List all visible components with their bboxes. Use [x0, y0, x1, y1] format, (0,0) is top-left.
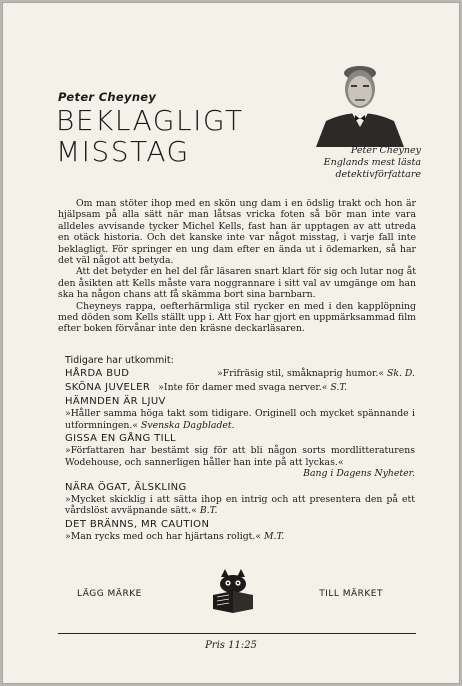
- back-cover: [3, 3, 459, 683]
- publisher-footer: [63, 569, 403, 619]
- book-entry: [65, 518, 415, 543]
- previous-books-list: [65, 367, 415, 543]
- title-line-2: MISSTAG: [56, 135, 190, 168]
- caption-line-2: Englands mest lästa: [323, 157, 421, 168]
- slogan-left: LÄGG MÄRKE: [77, 589, 142, 599]
- review-source: Bang i Dagens Nyheter.: [303, 468, 415, 479]
- caption-line-3: detektivförfattare: [335, 169, 421, 180]
- price-label: Pris 11:25: [205, 640, 257, 651]
- book-title: SKÖNA JUVELER: [65, 382, 151, 393]
- review-quote: »Håller samma höga takt som tidigare. Originell och mycket spännande i utformningen.« Svenska Dagbladet.: [65, 408, 415, 431]
- slogan-right: TILL MÄRKET: [319, 589, 383, 599]
- book-title: NÄRA ÖGAT, ÄLSKLING: [65, 481, 187, 493]
- book-title: DET BRÄNNS, MR CAUTION: [65, 518, 210, 530]
- book-title: HÅRDA BUD: [65, 368, 130, 379]
- review-quote: »Författaren har bestämt sig för att bli någon sorts mordlitteraturens Wodehouse, och sannerligen håller han inte på att lyckas.«: [65, 445, 415, 468]
- review-quote: »Man rycks med och har hjärtans roligt.« M.T.: [65, 530, 285, 542]
- review-source: B.T.: [199, 505, 218, 516]
- book-entry: [65, 367, 415, 380]
- review-quote: »Inte för damer med svaga nerver.« S.T.: [158, 382, 348, 393]
- author-portrait: [308, 55, 408, 147]
- blurb-paragraph: Cheyneys rappa, oefterhärmliga stil rycker en med i den kapplöpning med döden som Kells ställt upp i. Att Fox har gjort en uppmärksammad film efter boken förvånar inte den kräsne deckarläsaren.: [58, 300, 416, 335]
- book-title: HÄMNDEN ÄR LJUV: [65, 396, 166, 407]
- review-source: S.T.: [330, 382, 348, 393]
- review-source: Sk. D.: [387, 368, 415, 379]
- cat-logo-icon: [211, 569, 255, 615]
- review-quote: »Frifräsig stil, småknaprig humor.« Sk. D.: [217, 368, 415, 379]
- book-entry: [65, 432, 415, 480]
- book-title: GISSA EN GÅNG TILL: [65, 433, 176, 444]
- review-source: M.T.: [264, 530, 285, 542]
- divider: [58, 633, 416, 634]
- blurb-paragraph: Om man stöter ihop med en skön ung dam i en ödslig trakt och hon är hjälpsam på alla sätt när man låtsas vricka foten så bör man inte vara alldeles avvisande tycker Michel Kells, fast han är upptagen av att utreda en otäck historia. Och det kanske inte var något misstag, i varje fall inte beklagligt. För springer en ung dam efter en ända ut i ödemarken, så har det väl något att betyda.: [58, 198, 416, 267]
- book-entry: [65, 395, 415, 431]
- portrait-caption: [301, 145, 421, 181]
- book-title: [56, 105, 244, 167]
- caption-line-1: Peter Cheyney: [350, 145, 421, 156]
- book-entry: [65, 381, 415, 394]
- title-line-1: BEKLAGLIGT: [56, 104, 244, 137]
- book-entry: [65, 481, 415, 517]
- blurb: [58, 198, 416, 335]
- previous-books-heading: Tidigare har utkommit:: [65, 355, 174, 366]
- review-quote: »Mycket skicklig i att sätta ihop en intrig och att presentera den på ett vårdslöst avväpnande sätt.« B.T.: [65, 493, 415, 516]
- author-name: Peter Cheyney: [58, 90, 157, 104]
- review-source: Svenska Dagbladet.: [141, 419, 235, 431]
- blurb-paragraph: Att det betyder en hel del får läsaren snart klart för sig och lutar nog åt den åsikten att Kells måste vara noggrannare i sitt val av umgänge om han ska ha någon chans att få skämma bort sina barnbarn.: [58, 266, 416, 301]
